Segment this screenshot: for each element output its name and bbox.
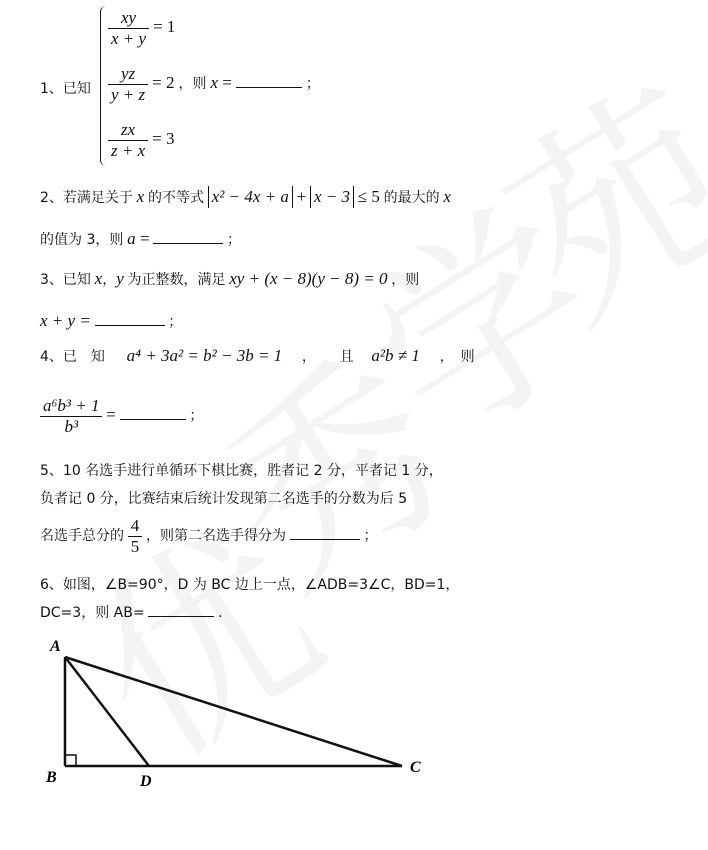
q1-equation-2: $\frac{yz}{y + z}$ = 2 ，则 x = ； xyxy=(108,64,320,105)
label-b: B xyxy=(46,769,57,786)
right-angle-mark xyxy=(65,755,76,766)
question-5-line-3: 名选手总分的 $\frac{4}{5}$ ，则第二名选手得分为 ； xyxy=(40,516,378,556)
fraction: $\frac{\text{a⁶b³ + 1}}{\text{b³}}$ xyxy=(40,396,102,437)
q1-equation-3: $\frac{zx}{z + x}$ = 3 xyxy=(108,120,174,161)
answer-blank[interactable] xyxy=(148,602,214,617)
label-a: A xyxy=(50,638,61,655)
abs-expression: x − 3 xyxy=(310,186,354,208)
question-5-line-1: 5、10 名选手进行单循环下棋比赛，胜者记 2 分，平者记 1 分， xyxy=(40,463,443,479)
label-c: C xyxy=(410,759,421,776)
question-4-line-2: $\frac{\text{a⁶b³ + 1}}{\text{b³}}$ = ； xyxy=(40,396,203,437)
triangle-figure xyxy=(40,635,440,795)
question-3-line-1: 3、已知 x，y 为正整数，满足 xy + (x − 8)(y − 8) = 0 ，则 xyxy=(40,269,420,288)
q1-label: 1、已知 xyxy=(40,81,91,97)
abs-expression: x² − 4x + a xyxy=(208,186,293,208)
question-4-line-1: 4、已 知 a⁴ + 3a² = b² − 3b = 1 ， 且 a²b ≠ 1 ， 则 xyxy=(40,346,475,365)
answer-blank[interactable] xyxy=(95,311,165,326)
answer-blank[interactable] xyxy=(236,73,302,88)
label-d: D xyxy=(140,773,152,790)
answer-blank[interactable] xyxy=(153,229,223,244)
segment-ad xyxy=(65,657,149,766)
fraction: $\frac{4}{5}$ xyxy=(128,516,143,557)
question-2-line-1: 2、若满足关于 x 的不等式 x² − 4x + a + x − 3 ≤ 5 的最大的 x xyxy=(40,187,451,206)
watermark-char xyxy=(446,7,708,374)
question-6-line-1: 6、如图，∠B=90°，D 为 BC 边上一点，∠ADB=3∠C，BD=1， xyxy=(40,577,460,593)
question-6-line-2: DC=3，则 AB= . xyxy=(40,602,223,624)
watermark-char xyxy=(306,127,644,494)
answer-blank[interactable] xyxy=(120,405,186,420)
question-2-line-2: 的值为 3，则 a = ； xyxy=(40,229,241,248)
side-ac xyxy=(65,657,402,766)
question-5-line-2: 负者记 0 分，比赛结束后统计发现第二名选手的分数为后 5 xyxy=(40,491,408,507)
q1-equation-1: $\frac{xy}{x + y}$ = 1 xyxy=(108,8,175,49)
answer-blank[interactable] xyxy=(290,525,360,540)
question-3-line-2: x + y = ； xyxy=(40,311,183,330)
